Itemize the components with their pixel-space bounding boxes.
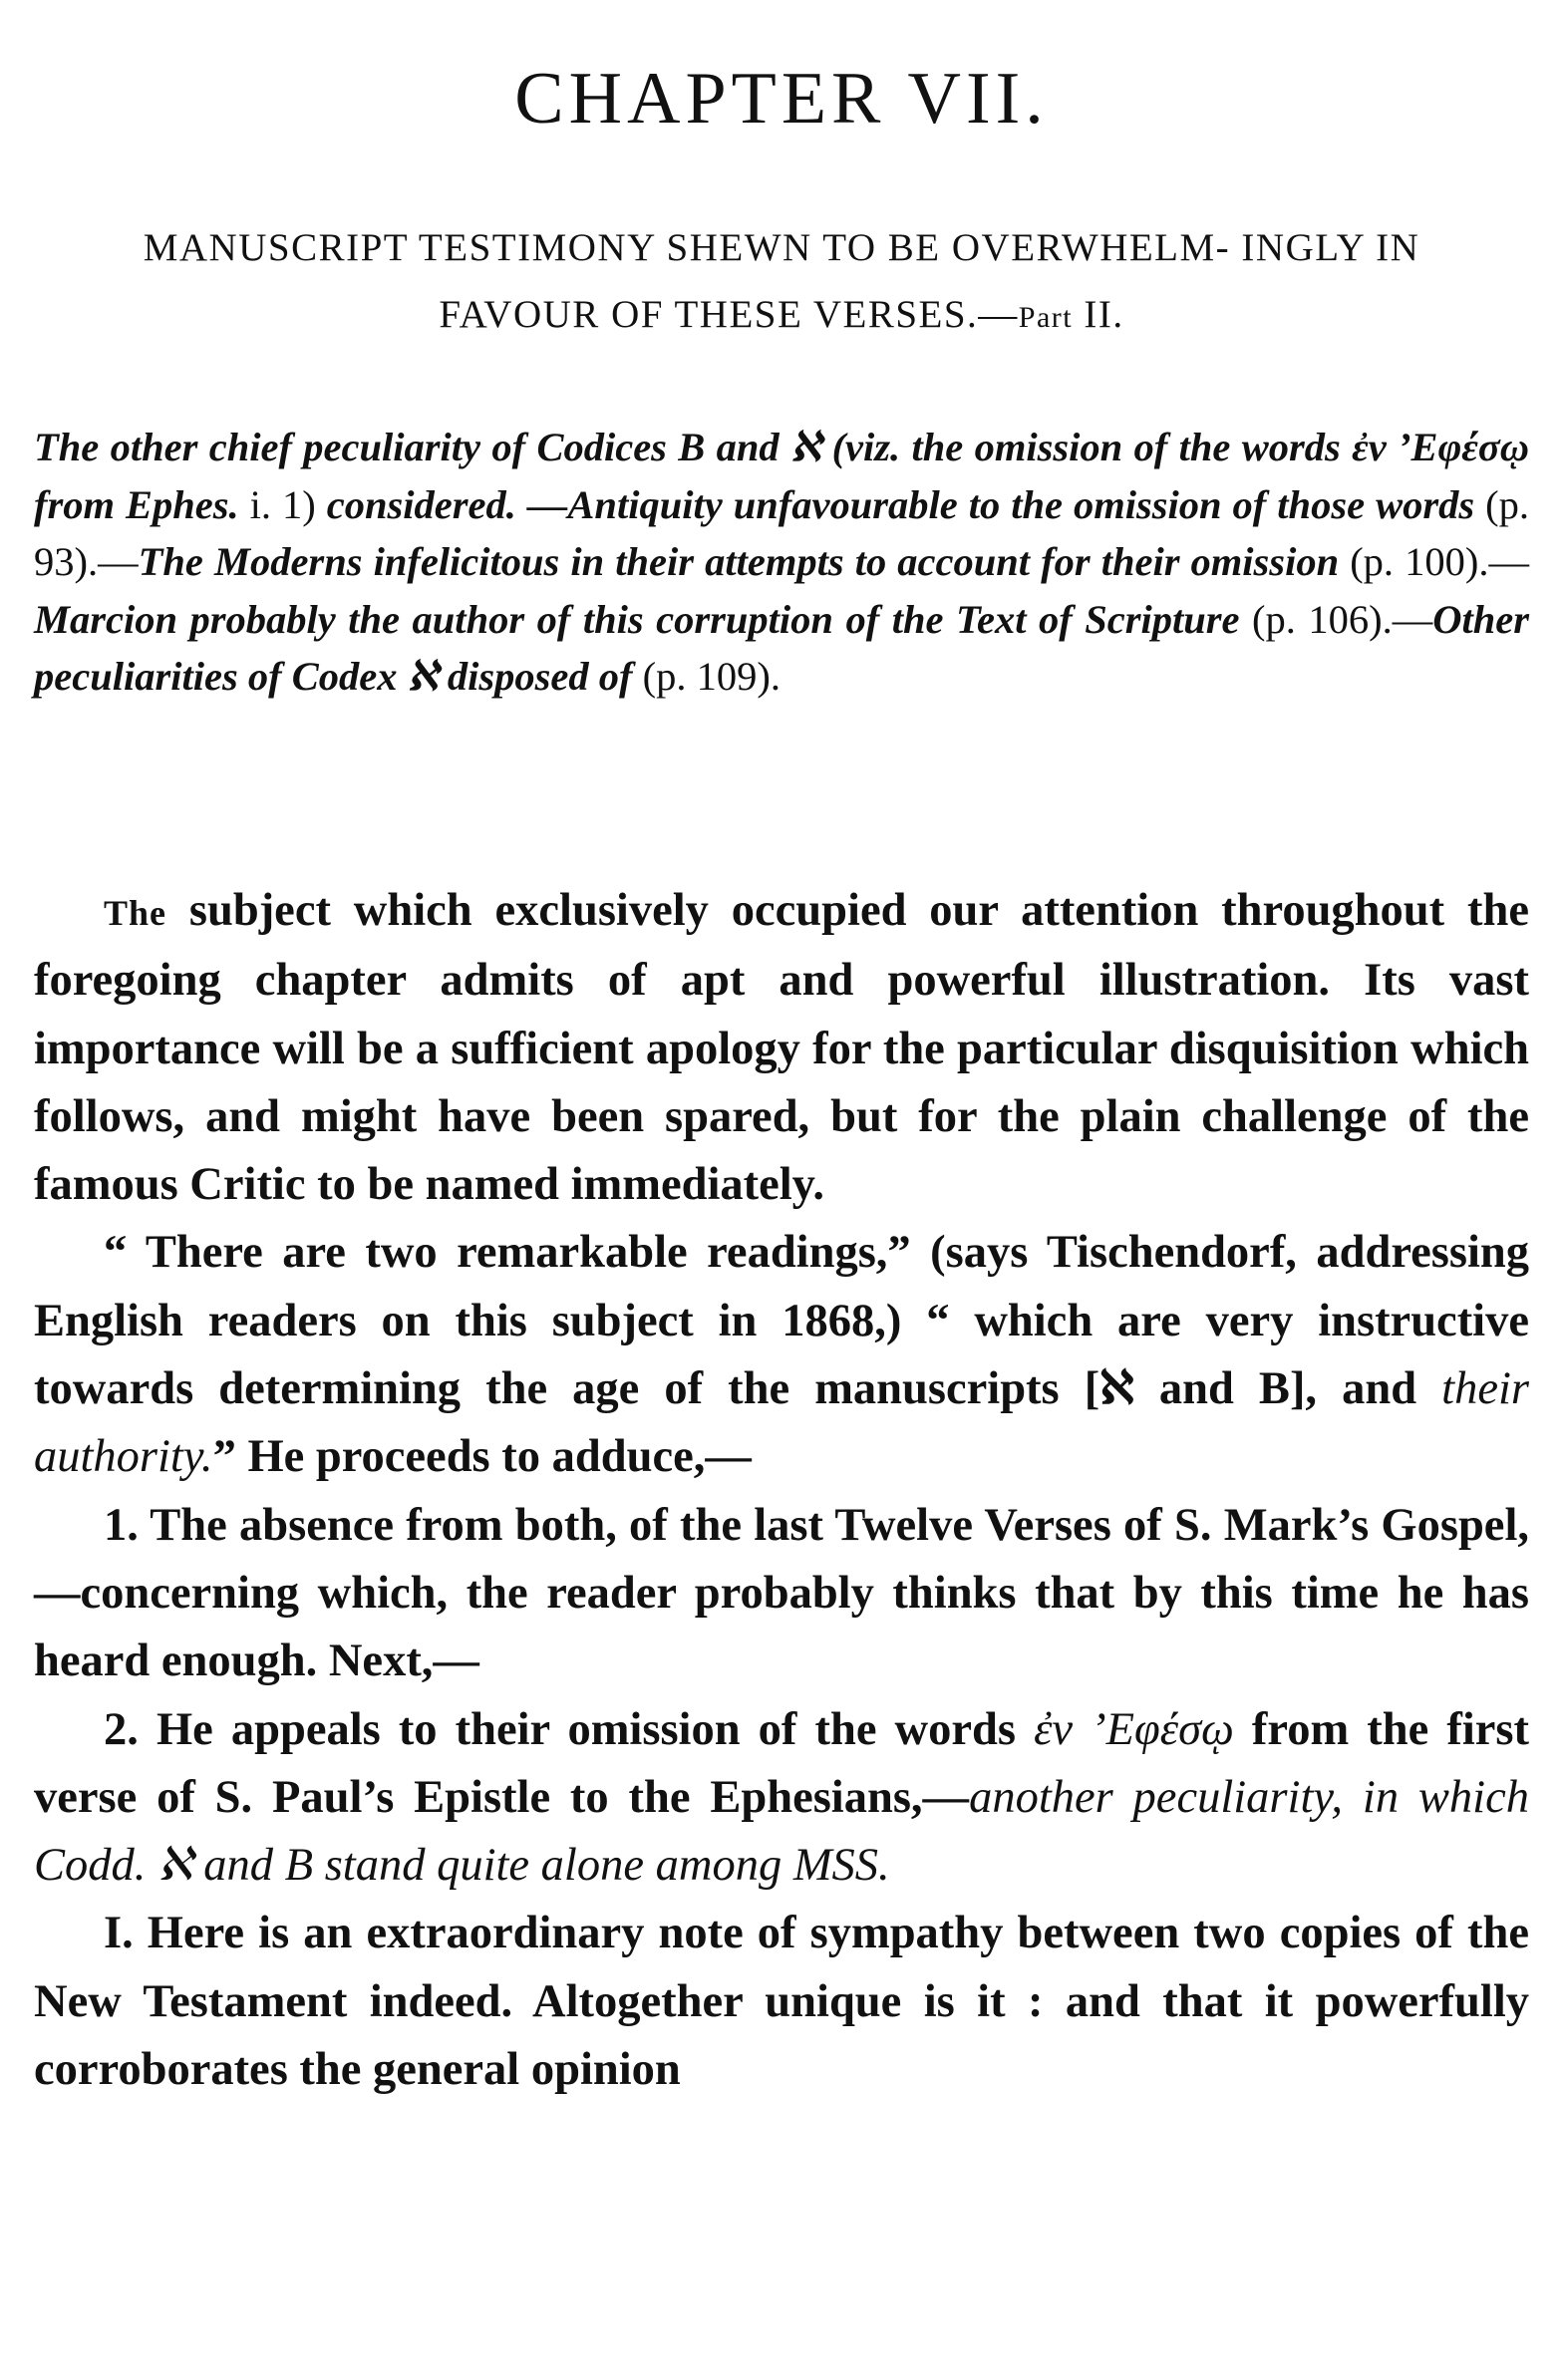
summary-topic-1: The other chief peculiarity of Codices B and ℵ (viz. the omission of the words ἐν ’Εφέσῳ from Ephes.	[34, 425, 1529, 527]
paragraph-1-lead: The	[104, 893, 167, 933]
summary-page-ref-4: (p. 109).	[632, 654, 781, 699]
summary-page-ref-1: (p. 93).—	[34, 481, 1529, 584]
paragraph-4-greek: ἐν ’Εφέσῳ	[1034, 1703, 1234, 1755]
summary-reference: i. 1)	[238, 481, 327, 527]
paragraph-1	[34, 877, 1529, 1219]
chapter-heading-part-number: II.	[1073, 293, 1124, 336]
paragraph-3: 1. The absence from both, of the last Twelve Verses of S. Mark’s Gospel,—concerning which, the reader probably thinks that by this time he has heard enough. Next,—	[34, 1499, 1529, 1687]
chapter-title: CHAPTER VII.	[514, 58, 1049, 140]
chapter-summary	[34, 419, 1529, 706]
chapter-heading	[74, 214, 1489, 351]
paragraph-2-italic: their authority.	[34, 1363, 1529, 1483]
summary-topic-5: Other peculiarities of Codex ℵ disposed of	[34, 596, 1530, 699]
paragraph-1-text: subject which exclusively occupied our attention throughout the foregoing chapter admits of apt and powerful illustration. Its vast importance will be a sufficient apology for the particular disquisition which follows, and might have been spared, but for the plain challenge of the famous Critic to be named immediately.	[34, 885, 1529, 1211]
summary-topic-3: The Moderns infelicitous in their attempts to account for their omission	[138, 539, 1340, 584]
chapter-heading-text: MANUSCRIPT TESTIMONY SHEWN TO BE OVERWHELM- INGLY IN FAVOUR OF THESE VERSES.—	[143, 226, 1420, 336]
paragraph-5: I. Here is an extraordinary note of sympathy between two copies of the New Testament indeed. Altogether unique is it : and that it powerfully corroborates the general opinion	[34, 1908, 1529, 2096]
summary-page-ref-2: (p. 100).—	[1339, 539, 1529, 584]
paragraph-2-text-b: ” He proceeds to adduce,—	[212, 1431, 752, 1483]
body-text	[34, 877, 1529, 2104]
paragraph-2	[34, 1219, 1529, 1491]
summary-topic-2: considered. —Antiquity unfavourable to the omission of those words	[326, 481, 1475, 527]
paragraph-4	[34, 1696, 1529, 1901]
chapter-heading-part-label: Part	[1018, 301, 1074, 334]
summary-page-ref-3: (p. 106).—	[1239, 596, 1433, 642]
summary-topic-4: Marcion probably the author of this corruption of the Text of Scripture	[34, 596, 1240, 642]
paragraph-4-text-b: from the first verse of S. Paul’s Epistle to the Ephesians,—	[34, 1703, 1529, 1823]
paragraph-2-text-a: “ There are two remarkable readings,” (says Tischendorf, addressing English readers on this subject in 1868,) “ which are very instructive towards determining the age of the manuscripts [ℵ and B], and	[34, 1227, 1529, 1415]
paragraph-4-text-a: 2. He appeals to their omission of the words	[104, 1703, 1035, 1755]
paragraph-4-italic: another peculiarity, in which Codd. ℵ and B stand quite alone among MSS.	[34, 1771, 1529, 1892]
